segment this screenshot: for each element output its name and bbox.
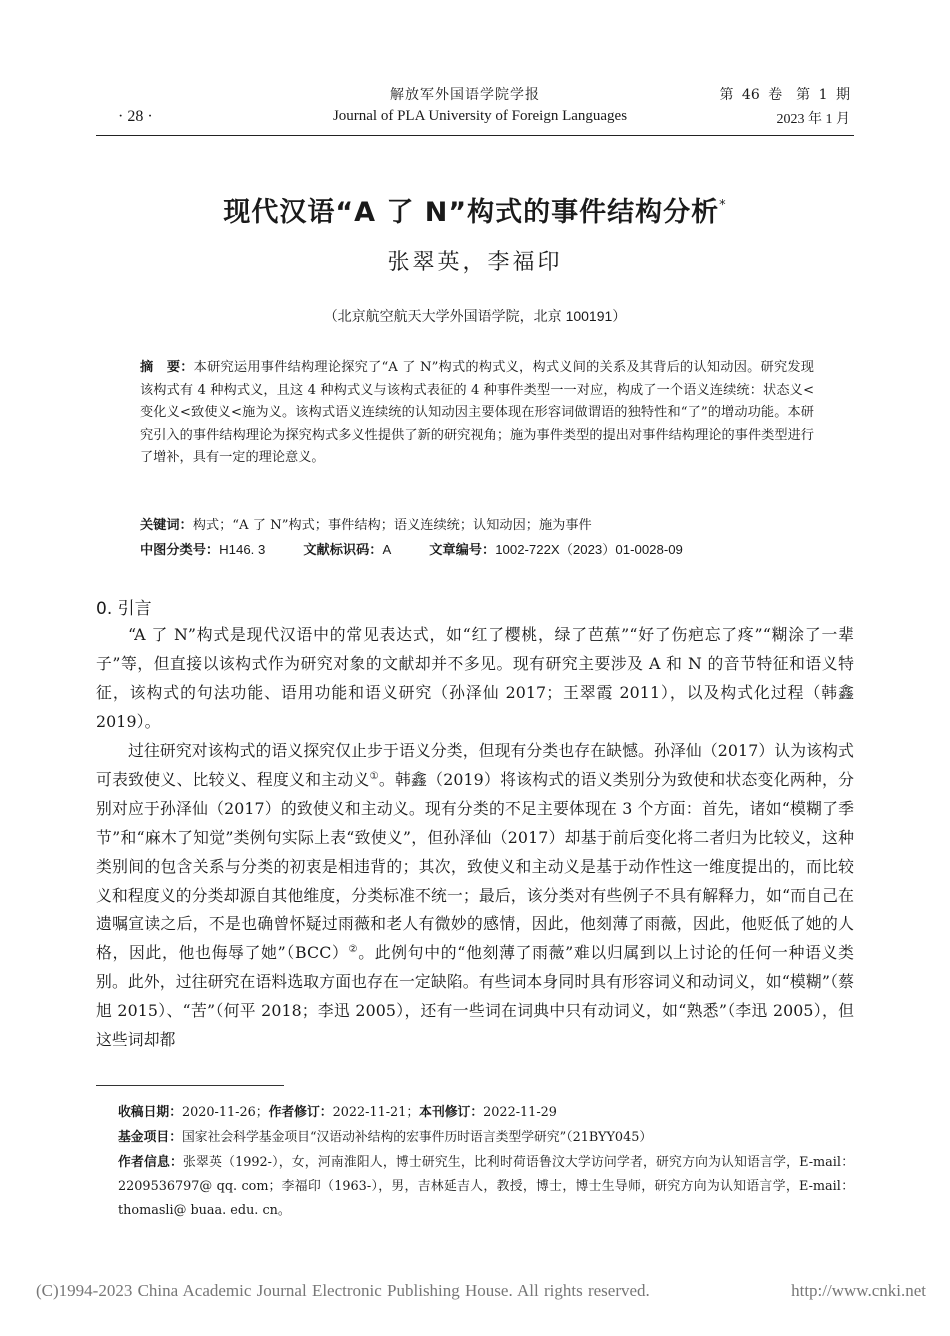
footnote-ref-1: ① <box>369 770 379 782</box>
clc-label: 中图分类号： <box>140 543 220 558</box>
page-number: · 28 · <box>118 108 153 125</box>
journal-name-cn: 解放军外国语学院学报 <box>390 87 540 103</box>
footnote-ref-2: ② <box>348 944 359 956</box>
keywords-label: 关键词： <box>140 518 193 533</box>
author-info-text: 张翠英（1992-），女，河南淮阳人，博士研究生，比利时荷语鲁汶大学访问学者，研究方向为认知语言学，E-mail：2209536797@ qq. com；李福印（1963-），男，吉林延吉人，教授，博士，博士生导师，研究方向为认知语言学，E-mail：thomasli@ buaa. edu. cn。 <box>118 1155 855 1218</box>
footnote-authors <box>118 1151 854 1223</box>
footnote-rule <box>96 1085 284 1086</box>
doc-code-label: 文献标识码： <box>303 543 383 558</box>
article-no-value: 1002-722X（2023）01-0028-09 <box>495 542 683 557</box>
footnote-dates <box>118 1101 854 1125</box>
article-no-label: 文章编号： <box>429 543 496 558</box>
classification-line <box>140 539 840 562</box>
keywords <box>140 515 814 537</box>
revised-label: 作者修订： <box>268 1105 333 1120</box>
keywords-text: 构式；“A 了 N”构式；事件结构；语义连续统；认知动因；施为事件 <box>192 518 592 533</box>
copyright-text: (C)1994-2023 China Academic Journal Electronic Publishing House. All rights reserved. <box>36 1281 650 1300</box>
copyright-line <box>36 1281 926 1301</box>
authors: 张翠英，李福印 <box>387 250 563 275</box>
abstract-text: 本研究运用事件结构理论探究了“A 了 N”构式的构式义，构式义间的关系及其背后的认知动因。研究发现该构式有 4 种构式义，且这 4 种构式义与该构式表征的 4 种事件类型一一对应，构成了一个语义连续统：状态义<变化义<致使义<施为义。该构式语义连续统的认知动因主要体现在形容词做谓语的独特性和“了”的增动功能。本研究引入的事件结构理论为探究构式多义性提供了新的研究视角；施为事件类型的提出对事件结构理论的事件类型进行了增补，具有一定的理论意义。 <box>140 360 814 466</box>
paragraph-2-part-2: 。韩鑫（2019）将该构式的语义类别分为致使和状态变化两种，分别对应于孙泽仙（2017）的致使义和主动义。现有分类的不足主要体现在 3 个方面：首先，诸如“模糊了季节”和“麻木了知觉”类例句实际上表“致使义”，但孙泽仙（2017）却基于前后变化将二者归为比较义，这种类别间的包含关系与分类的初衷是相违背的；其次，致使义和主动义是基于动作性这一维度提出的，而比较义和程度义的分类却源自其他维度，分类标准不统一；最后，该分类对有些例子不具有解释力，如“而自己在遗嘱宣读之后，不是也确曾怀疑过雨薇和老人有微妙的感情，因此，他刻薄了雨薇，因此，他贬低了她的人格，因此，他也侮辱了她”（BCC） <box>96 769 854 963</box>
abstract-label: 摘 要： <box>140 360 194 375</box>
article-title <box>60 190 890 229</box>
received-label: 收稿日期： <box>118 1105 182 1120</box>
author-info-label: 作者信息： <box>118 1155 184 1170</box>
journal-revised-date: 2022-11-29 <box>483 1105 557 1120</box>
header-rule <box>96 135 854 136</box>
received-date: 2020-11-26； <box>181 1105 269 1120</box>
fund-label: 基金项目： <box>118 1130 182 1145</box>
journal-name-en: Journal of PLA University of Foreign Languages <box>332 108 628 124</box>
issue-date: 2023 年 1 月 <box>776 112 850 127</box>
paragraph-2 <box>96 737 854 1055</box>
fund-text: 国家社会科学基金项目“汉语动补结构的宏事件历时语言类型学研究”（21BYY045） <box>181 1130 653 1145</box>
clc-value: H146. 3 <box>219 542 266 557</box>
cnki-url[interactable]: http://www.cnki.net <box>791 1281 926 1300</box>
revised-date: 2022-11-21； <box>332 1105 420 1120</box>
abstract <box>140 357 814 470</box>
footnote-fund <box>118 1126 854 1150</box>
doc-code-value: A <box>382 542 392 557</box>
affiliation: （北京航空航天大学外国语学院，北京 100191） <box>323 308 627 324</box>
title-footnote-mark: * <box>719 198 727 213</box>
journal-revised-label: 本刊修订： <box>419 1105 484 1120</box>
paragraph-2-part-3: 。此例句中的“他刻薄了雨薇”难以归属到以上讨论的任何一种语义类别。此外，过往研究在语料选取方面也存在一定缺陷。有些词本身同时具有形容词义和动词义，如“模糊”（蔡旭 2015）、“苦”（何平 2018；李迅 2005），还有一些词在词典中只有动词义，如“熟悉”（李迅 2005），但这些词却都 <box>96 943 854 1050</box>
section-heading: 0. 引言 <box>96 599 152 619</box>
paragraph-1: “A 了 N”构式是现代汉语中的常见表达式，如“红了樱桃，绿了芭蕉”“好了伤疤忘了疼”“糊涂了一辈子”等，但直接以该构式作为研究对象的文献却并不多见。现有研究主要涉及 A 和 N 的音节特征和语义特征，该构式的句法功能、语用功能和语义研究（孙泽仙 2017；王翠霞 2011），以及构式化过程（韩鑫 2019）。 <box>96 625 854 731</box>
paragraph-2-part-1: 过往研究对该构式的语义探究仅止步于语义分类，但现有分类也存在缺憾。孙泽仙（2017）认为该构式可表致使义、比较义、程度义和主动义 <box>96 741 854 789</box>
volume-issue: 第 46 卷 第 1 期 <box>719 87 850 103</box>
article-title-text: 现代汉语“A 了 N”构式的事件结构分析 <box>223 197 720 228</box>
